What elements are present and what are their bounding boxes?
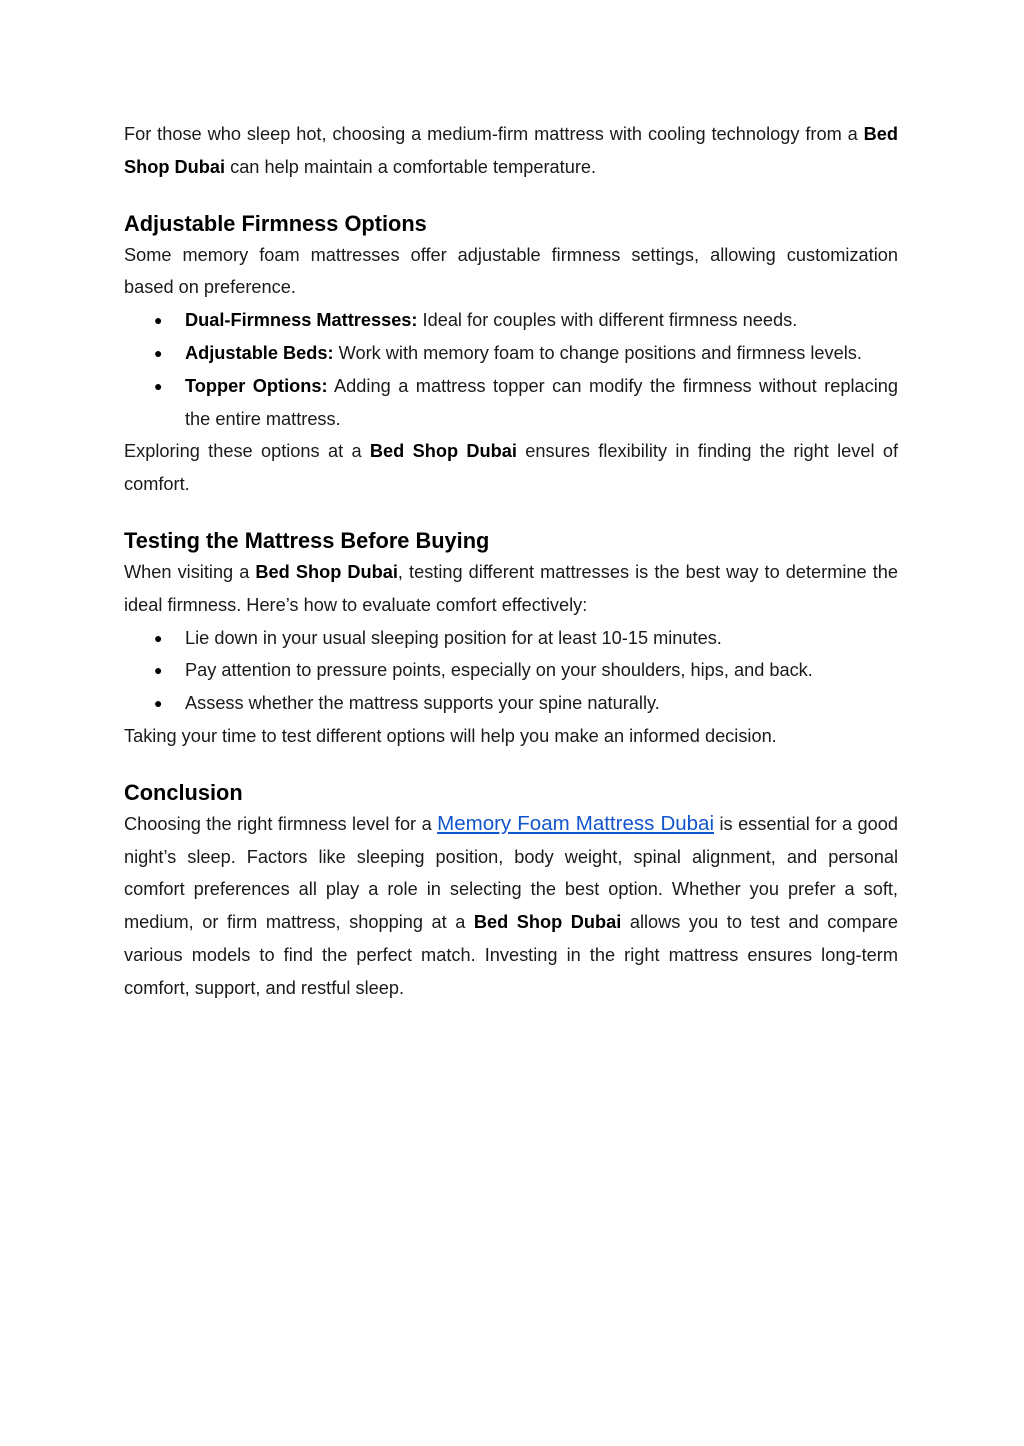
list-item-text: Pay attention to pressure points, especially on your shoulders, hips, and back. xyxy=(185,660,813,681)
testing-list xyxy=(124,622,898,720)
heading-testing: Testing the Mattress Before Buying xyxy=(124,527,490,553)
document-page xyxy=(124,118,898,1005)
closing-text-end: ensures flexibility in finding the right level of comfort. xyxy=(124,441,899,495)
list-item xyxy=(124,654,898,687)
list-item xyxy=(124,337,898,370)
testing-intro xyxy=(124,556,898,622)
list-item-text: Work with memory foam to change positions and firmness levels. xyxy=(333,342,862,363)
list-item xyxy=(124,687,898,720)
closing-text: Exploring these options at a xyxy=(124,441,370,462)
testing-bold: Bed Shop Dubai xyxy=(255,561,398,582)
closing-bold: Bed Shop Dubai xyxy=(369,441,517,462)
bullet-icon: ● xyxy=(154,629,163,646)
list-item-label: Adjustable Beds: xyxy=(185,342,334,363)
bullet-icon: ● xyxy=(154,312,163,329)
heading-adjustable: Adjustable Firmness Options xyxy=(124,210,427,236)
intro-text-end: can help maintain a comfortable temperature. xyxy=(225,156,597,177)
intro-paragraph xyxy=(124,118,898,184)
list-item xyxy=(124,370,898,436)
adjustable-paragraph: Some memory foam mattresses offer adjustable firmness settings, allowing customization based on preference. xyxy=(124,244,898,298)
list-item-text: Adding a mattress topper can modify the firmness without replacing the entire mattress. xyxy=(185,375,898,429)
memory-foam-link[interactable]: Memory Foam Mattress Dubai xyxy=(437,811,715,835)
conclusion-text-middle: is essential for a good night’s sleep. Factors like sleeping position, body weight, spinal alignment, and personal comfort preferences all play a role in selecting the best option. Whether you prefer a soft, medium, or firm mattress, shopping at a xyxy=(124,813,899,933)
list-item-label: Dual-Firmness Mattresses: xyxy=(185,310,418,331)
conclusion-paragraph xyxy=(124,808,898,1005)
adjustable-closing xyxy=(124,435,898,501)
list-item xyxy=(124,622,898,655)
list-item-text: Assess whether the mattress supports your spine naturally. xyxy=(185,693,660,714)
bullet-icon: ● xyxy=(154,377,163,394)
bullet-icon: ● xyxy=(154,662,163,679)
testing-closing: Taking your time to test different options will help you make an informed decision. xyxy=(124,725,777,746)
heading-conclusion: Conclusion xyxy=(124,779,243,805)
testing-text: When visiting a xyxy=(124,561,256,582)
list-item-label: Topper Options: xyxy=(185,375,328,396)
list-item-text: Lie down in your usual sleeping position for at least 10-15 minutes. xyxy=(185,627,722,648)
conclusion-text-end: allows you to test and compare various models to find the perfect match. Investing in the right mattress ensures long-term comfort, support, and restful sleep. xyxy=(124,912,898,998)
bullet-icon: ● xyxy=(154,344,163,361)
intro-text: For those who sleep hot, choosing a medium-firm mattress with cooling technology from a xyxy=(124,124,864,144)
conclusion-bold: Bed Shop Dubai xyxy=(473,912,622,933)
bullet-icon: ● xyxy=(154,695,163,712)
conclusion-text: Choosing the right firmness level for a xyxy=(124,813,438,834)
testing-text-end: , testing different mattresses is the best way to determine the ideal firmness. Here’s how to evaluate comfort effectively: xyxy=(124,561,898,615)
list-item-text: Ideal for couples with different firmness needs. xyxy=(417,310,798,331)
intro-bold: Bed Shop Dubai xyxy=(124,124,898,177)
list-item xyxy=(124,304,898,337)
adjustable-list xyxy=(124,304,898,435)
